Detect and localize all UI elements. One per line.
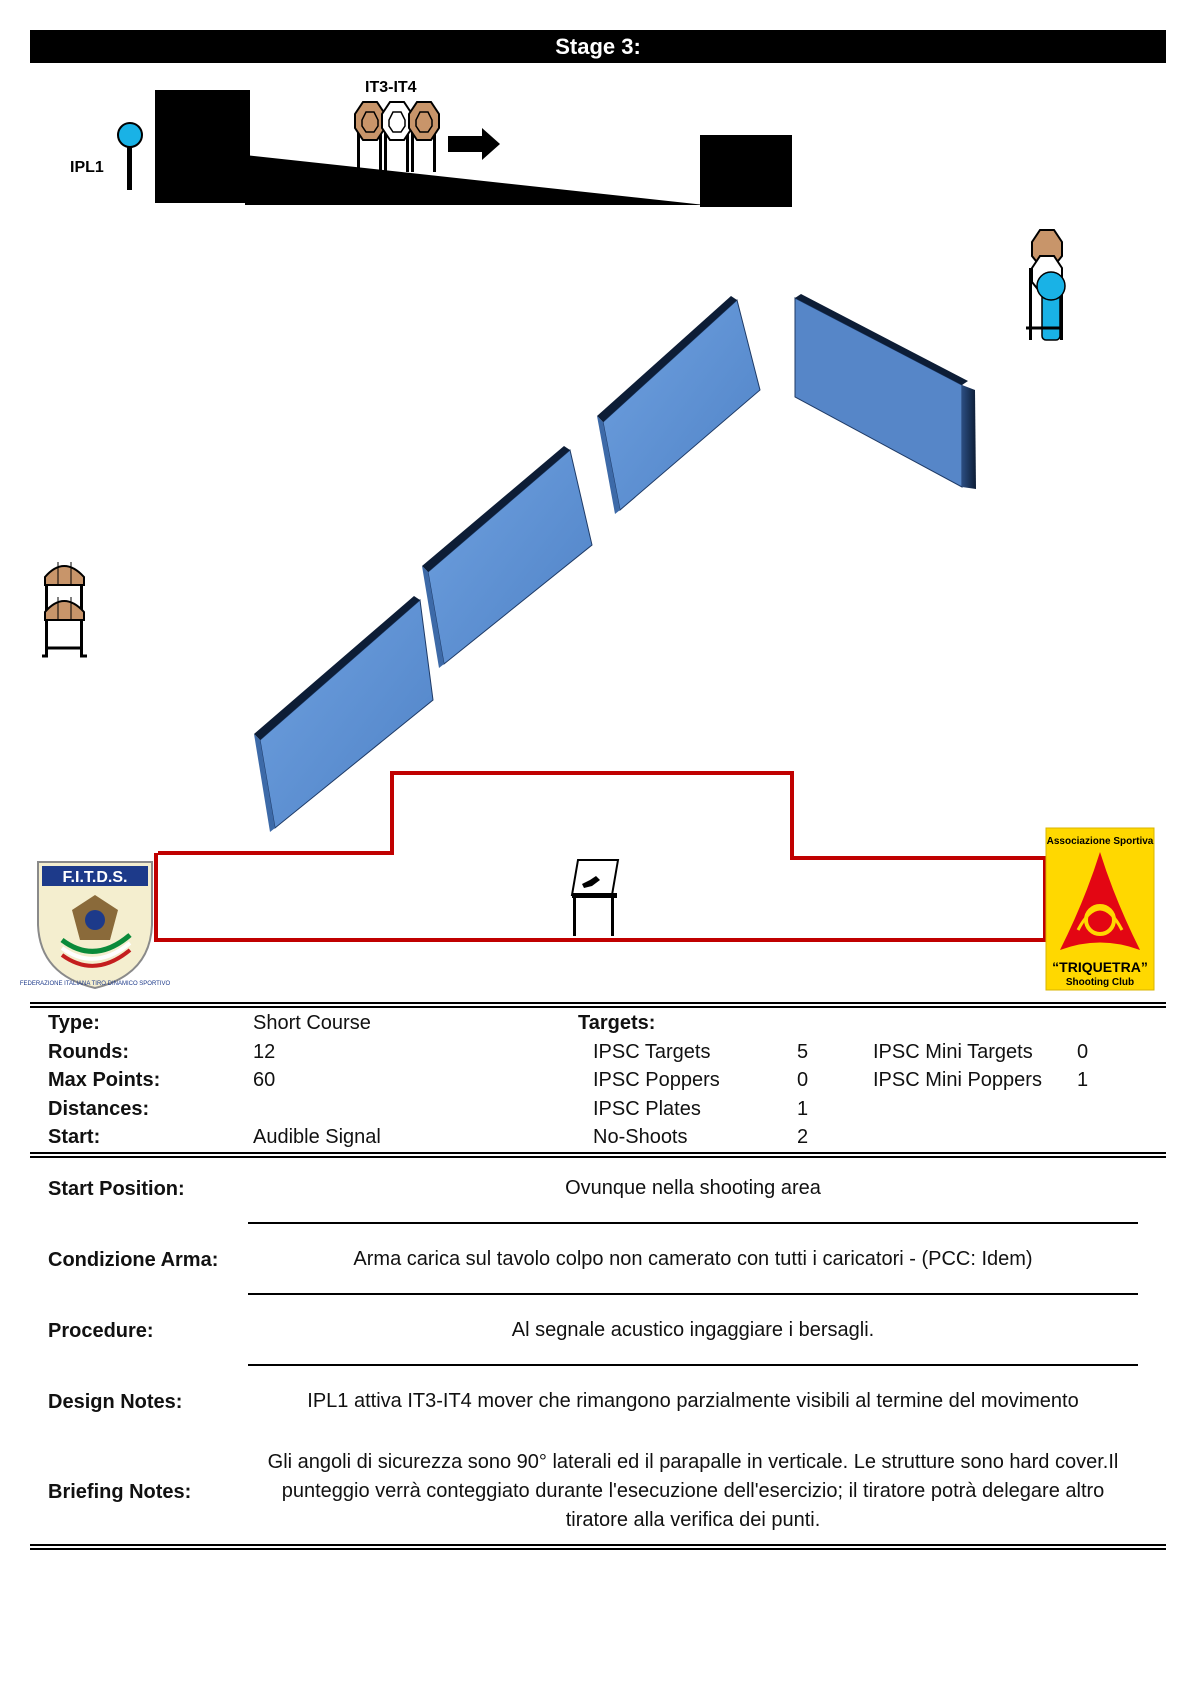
design-notes-label: Design Notes: xyxy=(48,1391,183,1413)
briefing-notes-line: Gli angoli di sicurezza sono 90° laterali ed il parapalle in verticale. Le strutture sono hard cover.Il xyxy=(267,1451,1119,1473)
max-points-label: Max Points: xyxy=(48,1069,161,1091)
left-target-group-icon xyxy=(42,562,87,656)
mini-target-count: 0 xyxy=(1077,1041,1089,1063)
target-count: 1 xyxy=(797,1098,809,1120)
rounds-value: 12 xyxy=(253,1041,276,1063)
target-count: 0 xyxy=(797,1069,809,1091)
fitds-logo xyxy=(20,862,171,988)
ipl1-label: IPL1 xyxy=(70,159,104,176)
start-position-text: Ovunque nella shooting area xyxy=(565,1177,821,1199)
type-label: Type: xyxy=(48,1012,100,1034)
max-points-value: 60 xyxy=(253,1069,276,1091)
details-divider xyxy=(248,1293,1138,1295)
details-bottom-rule xyxy=(30,1544,1166,1550)
target-count: 5 xyxy=(797,1041,809,1063)
briefing-notes-line: tiratore alla verifica dei punti. xyxy=(565,1509,821,1531)
targets-label: Targets: xyxy=(578,1012,656,1034)
fitds-logo-text: F.I.T.D.S. xyxy=(62,869,128,886)
distances-label: Distances: xyxy=(48,1098,150,1120)
mover-targets-icon xyxy=(355,102,439,172)
start-value: Audible Signal xyxy=(253,1126,381,1148)
ipl1-popper-icon xyxy=(118,123,142,190)
mini-target-count: 1 xyxy=(1077,1069,1089,1091)
briefing-notes-label: Briefing Notes: xyxy=(48,1481,192,1503)
start-label: Start: xyxy=(48,1126,101,1148)
wall-2 xyxy=(422,446,592,668)
target-name: IPSC Targets xyxy=(593,1041,711,1063)
right-target-group-icon xyxy=(1026,230,1065,340)
info-bottom-rule xyxy=(30,1152,1166,1158)
mini-target-name: IPSC Mini Targets xyxy=(873,1041,1033,1063)
briefing-notes-line: punteggio verrà conteggiato durante l'esecuzione dell'esercizio; il tiratore potrà delegare altro xyxy=(281,1480,1105,1502)
triquetra-logo-sub: Shooting Club xyxy=(1065,977,1135,988)
wall-1 xyxy=(254,596,433,832)
condizione-arma-label: Condizione Arma: xyxy=(48,1249,219,1271)
mini-target-name: IPSC Mini Poppers xyxy=(873,1069,1042,1091)
condizione-arma-text: Arma carica sul tavolo colpo non camerato con tutti i caricatori - (PCC: Idem) xyxy=(353,1248,1033,1270)
info-top-rule xyxy=(30,1002,1166,1008)
type-value: Short Course xyxy=(253,1012,371,1034)
procedure-text: Al segnale acustico ingaggiare i bersagli. xyxy=(511,1319,875,1341)
stage-title: Stage 3: xyxy=(30,30,1166,63)
triquetra-logo-name: “TRIQUETRA” xyxy=(1052,959,1148,975)
target-count: 2 xyxy=(797,1126,809,1148)
details-divider xyxy=(248,1364,1138,1366)
triquetra-logo-top-text: Associazione Sportiva xyxy=(1046,836,1154,847)
fitds-logo-ring-text: FEDERAZIONE ITALIANA TIRO DINAMICO SPORTIVO xyxy=(19,981,171,987)
procedure-label: Procedure: xyxy=(48,1320,154,1342)
target-name: No-Shoots xyxy=(593,1126,688,1148)
wall-4 xyxy=(795,294,976,489)
wall-3 xyxy=(597,296,760,514)
target-name: IPSC Plates xyxy=(593,1098,701,1120)
mover-direction-arrow-icon xyxy=(448,128,500,160)
triquetra-logo xyxy=(1046,828,1154,990)
start-position-label: Start Position: xyxy=(48,1178,185,1200)
target-name: IPSC Poppers xyxy=(593,1069,720,1091)
details-divider xyxy=(248,1222,1138,1224)
rounds-label: Rounds: xyxy=(48,1041,130,1063)
start-table-icon xyxy=(572,860,618,936)
design-notes-text: IPL1 attiva IT3-IT4 mover che rimangono parzialmente visibili al termine del movimento xyxy=(307,1390,1079,1412)
mover-label: IT3-IT4 xyxy=(365,79,417,96)
